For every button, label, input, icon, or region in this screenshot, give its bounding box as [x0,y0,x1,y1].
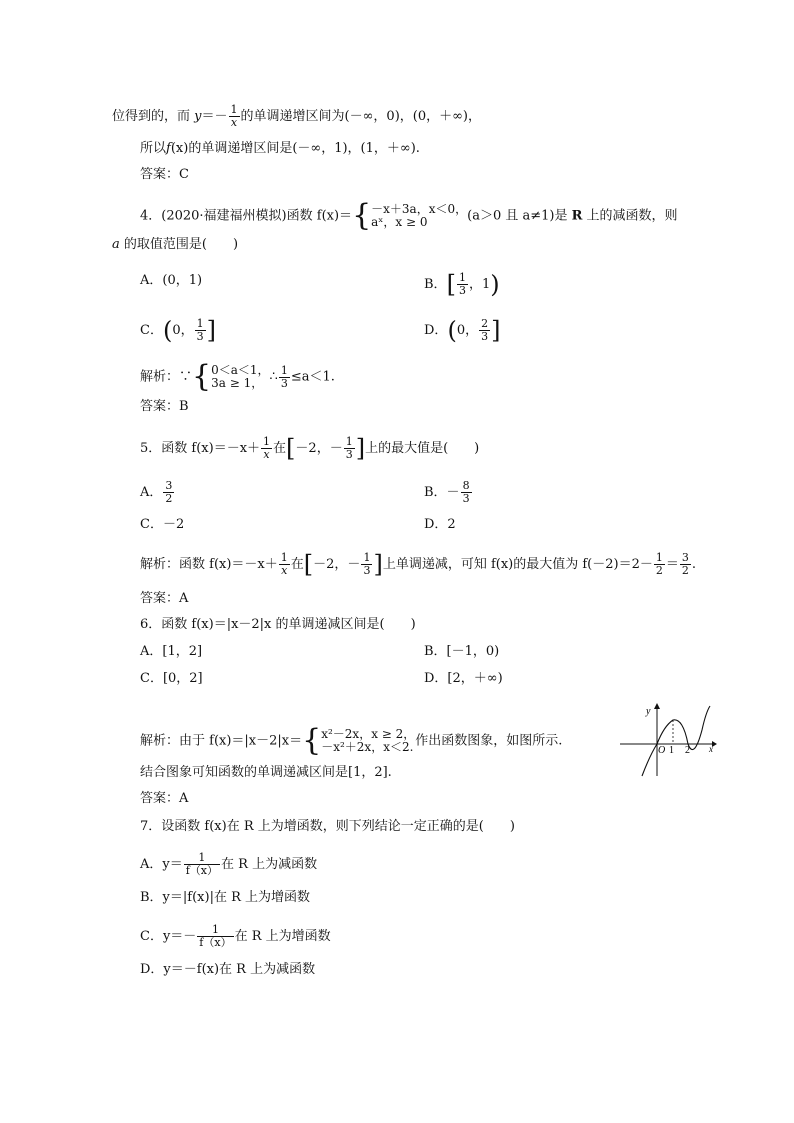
option-a: A．[1，2] [140,644,203,659]
option-c: C．y＝－ $\frac{1}{f(x)}$ 在 R 上为增函数 [140,923,331,949]
answer: 答案：C [140,167,189,182]
origin-label: O [658,745,666,756]
function-graph [618,700,718,778]
tick-1: 1 [669,745,674,756]
fraction: $\frac{1}{x}$ [230,103,238,129]
answer: 答案：B [140,399,189,414]
option-a: A．y＝ $\frac{1}{f(x)}$ 在 R 上为减函数 [140,851,318,877]
option-d: D．[2，＋∞) [424,671,503,686]
question-7: 7．设函数 f(x)在 R 上为增函数，则下列结论一定正确的是( ) [140,819,515,834]
question-6: 6．函数 f(x)＝|x－2|x 的单调递减区间是( ) [140,617,416,632]
option-a: A．(0，1) [140,273,203,288]
option-b: B．－ $\frac{8}{3}$ [424,479,470,505]
option-d: D．2 [424,517,456,532]
y-arrow-icon [654,703,660,709]
option-a: A． $\frac{3}{2}$ [140,479,173,505]
text-line: 结合图象可知函数的单调递减区间是[1，2]. [140,765,392,780]
x-label: x [709,744,713,754]
question-4: 4．(2020·福建福州模拟)函数 f(x)＝{ －x＋3a，x＜0， aˣ，x ≥ 0 (a＞0 且 a≠1)是 R 上的减函数，则 [140,198,678,233]
text: ＝－ [201,109,228,124]
text-line: a 的取值范围是( ) [112,237,239,252]
answer: 答案：A [140,591,189,606]
text-line [112,104,481,129]
question-5: 5．函数 f(x)＝－x＋ $\frac{1}{x}$ 在[－2，－ $\frac{1}{3}$ ]上的最大值是( ) [140,434,480,463]
solution: 解析：∵{ 0＜a＜1， 3a ≥ 1， ∴ $\frac{1}{3}$ ≤a＜1. [140,359,335,394]
option-c: C．－2 [140,517,185,532]
tick-2: 2 [685,745,690,756]
y-label: y [646,706,651,717]
solution: 解析：由于 f(x)＝|x－2|x＝{ x²－2x，x ≥ 2， －x²＋2x，x＜2. 作出函数图象，如图所示. [140,723,563,758]
solution: 解析：函数 f(x)＝－x＋ $\frac{1}{x}$ 在[－2，－ $\frac{1}{3}$ ]上单调递减，可知 f(x)的最大值为 f(－2)＝2－ $\frac{1}{2}$ ＝ $\frac{3}{2}$ . [140,550,697,579]
text: 位得到的，而 [112,109,195,124]
option-d: D．y＝－f(x)在 R 上为减函数 [140,962,316,977]
answer: 答案：A [140,791,189,806]
var: y [194,109,202,124]
option-b: B．[－1，0) [424,644,500,659]
option-d: D．(0， $\frac{2}{3}$ ] [424,316,501,345]
text-line: 所以f(x)的单调递增区间是(－∞，1)，(1，＋∞). [140,141,420,156]
text: 的单调递增区间为(－∞，0)，(0，＋∞)， [240,109,482,124]
curve [642,706,710,776]
option-c: C．(0， $\frac{1}{3}$ ] [140,316,216,345]
option-b: B．y＝|f(x)|在 R 上为增函数 [140,890,310,905]
option-c: C．[0，2] [140,671,203,686]
option-b: B．[ $\frac{1}{3}$ ，1) [424,270,500,299]
